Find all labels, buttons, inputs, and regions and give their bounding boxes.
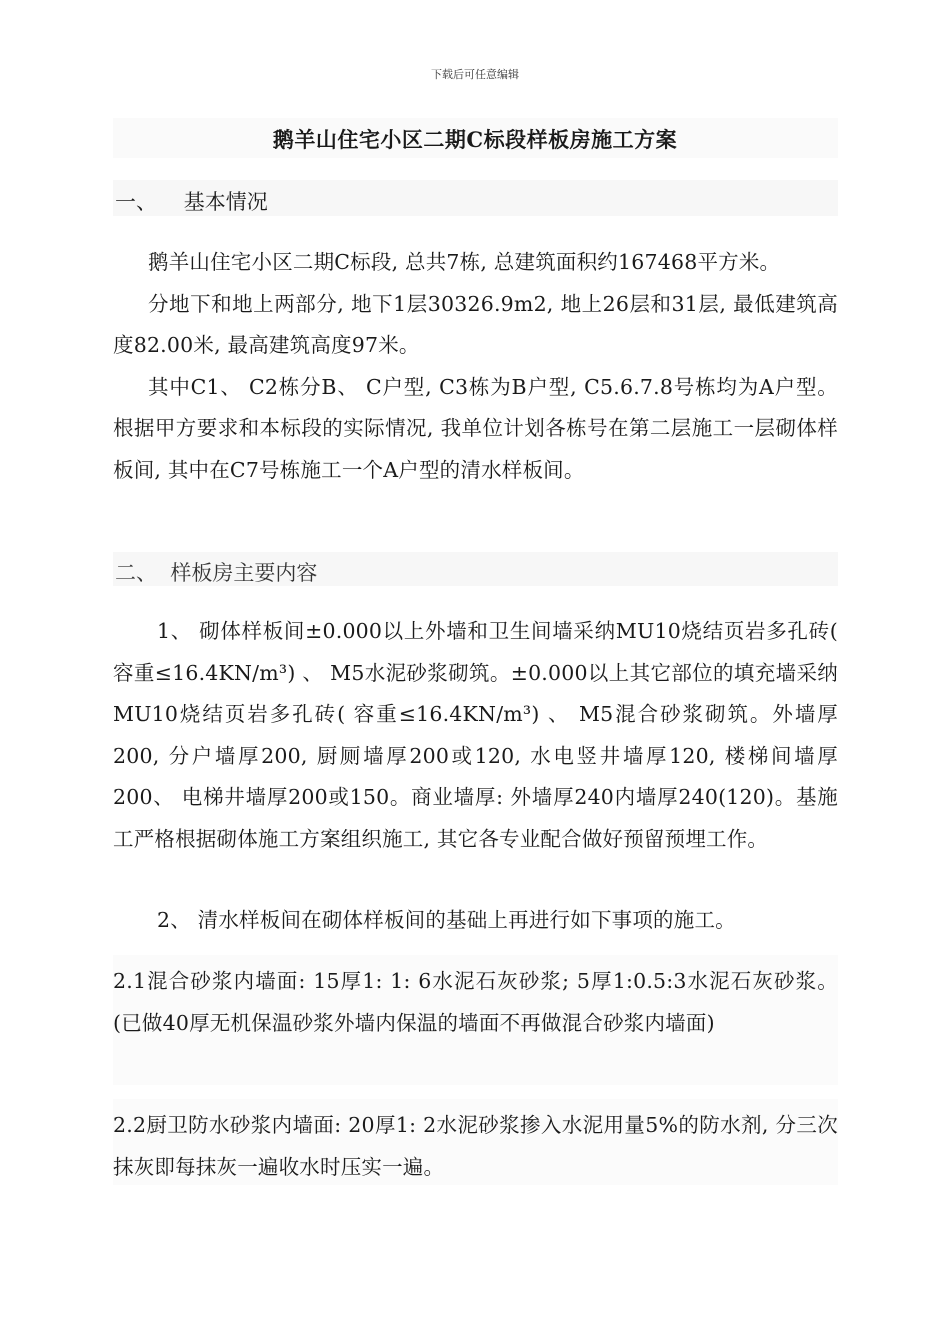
- section-2-item-1: [113, 611, 838, 860]
- section-1-heading: 一、 基本情况: [115, 190, 268, 214]
- paragraph: 分地下和地上两部分, 地下1层30326.9m2, 地上26层和31层, 最低建筑高度82.00米, 最高建筑高度97米。: [113, 291, 838, 357]
- section-2-item-2-1: [113, 961, 838, 1044]
- header-note: 下载后可任意编辑: [431, 68, 519, 81]
- section-2-item-2-2: [113, 1105, 838, 1188]
- paragraph: 鹅羊山住宅小区二期C标段, 总共7栋, 总建筑面积约167468平方米。: [148, 250, 781, 274]
- paragraph: 2.1混合砂浆内墙面: 15厚1: 1: 6水泥石灰砂浆; 5厚1:0.5:3水泥石灰砂浆。(已做40厚无机保温砂浆外墙内保温的墙面不再做混合砂浆内墙面): [113, 969, 838, 1035]
- paragraph: 1、 砌体样板间±0.000以上外墙和卫生间墙采纳MU10烧结页岩多孔砖( 容重≤16.4KN/m³) 、 M5水泥砂浆砌筑。±0.000以上其它部位的填充墙采纳MU10烧结页岩多孔砖( 容重≤16.4KN/m³) 、 M5混合砂浆砌筑。外墙厚200, 分户墙厚200, 厨厕墙厚200或120, 水电竖井墙厚120, 楼梯间墙厚200、 电梯井墙厚200或150。商业墙厚: 外墙厚240内墙厚240(120)。基施工严格根据砌体施工方案组织施工, 其它各专业配合做好预留预埋工作。: [113, 619, 838, 851]
- paragraph: 2、 清水样板间在砌体样板间的基础上再进行如下事项的施工。: [157, 908, 736, 932]
- paragraph: 其中C1、 C2栋分B、 C户型, C3栋为B户型, C5.6.7.8号栋均为A户型。根据甲方要求和本标段的实际情况, 我单位计划各栋号在第二层施工一层砌体样板间, 其中在C7号栋施工一个A户型的清水样板间。: [113, 374, 838, 482]
- section-2-heading: 二、 样板房主要内容: [115, 561, 318, 585]
- paragraph: 2.2厨卫防水砂浆内墙面: 20厚1: 2水泥砂浆掺入水泥用量5%的防水剂, 分三次抹灰即每抹灰一遍收水时压实一遍。: [113, 1113, 838, 1179]
- section-2-item-2: [113, 900, 838, 942]
- document-title: 鹅羊山住宅小区二期C标段样板房施工方案: [272, 127, 678, 152]
- section-1-body: [113, 242, 838, 491]
